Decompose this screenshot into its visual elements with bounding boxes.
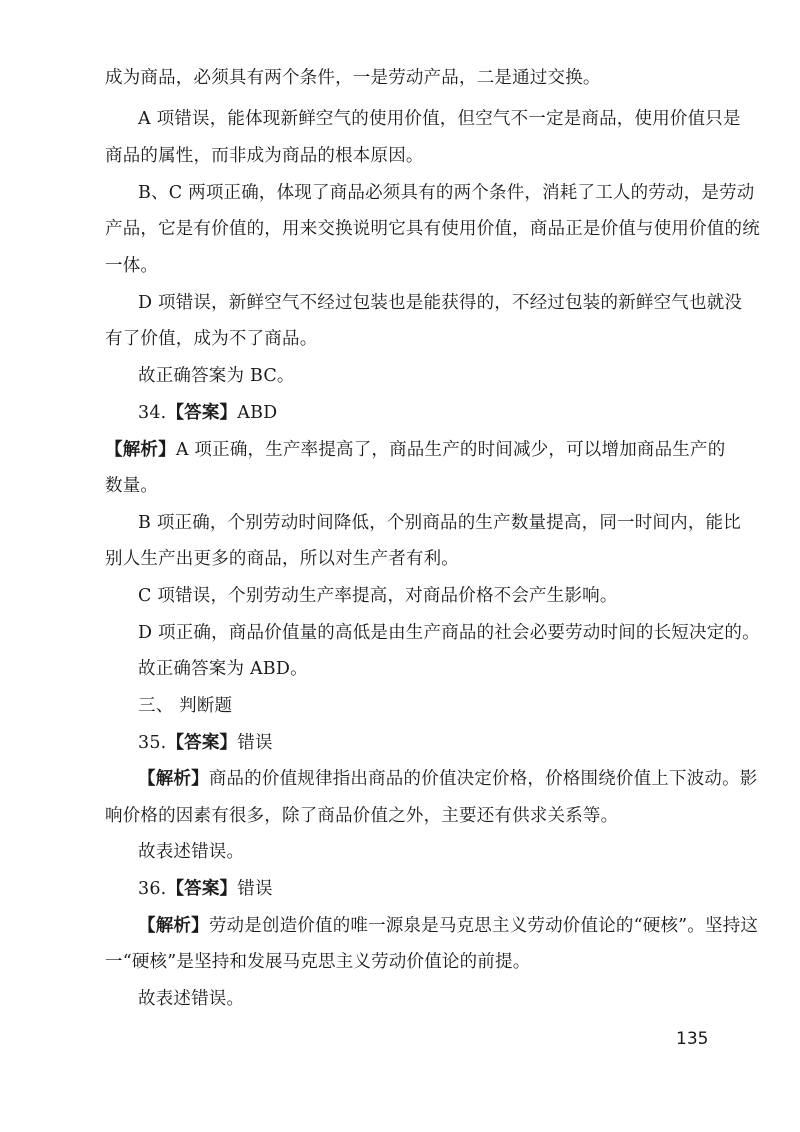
q33-option-bc-line2: 产品，它是有价值的，用来交换说明它具有使用价值，商品正是价值与使用价值的统 — [105, 219, 760, 239]
q34-option-a-line2: 数量。 — [105, 476, 159, 496]
q34-analysis-line1 — [105, 438, 726, 462]
section-heading-true-false: 三、 判断题 — [138, 696, 233, 716]
q33-option-bc-line1: B、C 两项正确，体现了商品必须具有的两个条件，消耗了工人的劳动，是劳动 — [138, 183, 755, 203]
q34-conclusion: 故正确答案为 ABD。 — [138, 659, 308, 679]
q36-number: 36. — [138, 879, 167, 899]
q34-option-d: D 项正确，商品价值量的高低是由生产商品的社会必要劳动时间的长短决定的。 — [138, 623, 760, 643]
q34-answer: ABD — [237, 403, 278, 423]
q36-analysis-line2: 一“硬核”是坚持和发展马克思主义劳动价值论的前提。 — [105, 952, 531, 972]
q35-analysis-line2: 响价格的因素有很多，除了商品价值之外，主要还有供求关系等。 — [105, 806, 619, 826]
q33-option-d-line2: 有了价值，成为不了商品。 — [105, 329, 318, 349]
q33-option-a-line1: A 项错误，能体现新鲜空气的使用价值，但空气不一定是商品，使用价值只是 — [138, 109, 741, 129]
q35-answer-tag: 【答案】 — [166, 733, 238, 753]
q35-conclusion: 故表述错误。 — [138, 842, 245, 862]
q36-analysis-tag: 【解析】 — [138, 916, 209, 936]
q36-analysis-text1: 劳动是创造价值的唯一源泉是马克思主义劳动价值论的“硬核”。坚持这 — [208, 916, 759, 936]
q33-option-a-line2: 商品的属性，而非成为商品的根本原因。 — [105, 146, 424, 166]
q33-conclusion: 故正确答案为 BC。 — [138, 366, 295, 386]
q34-option-b-line1: B 项正确，个别劳动时间降低，个别商品的生产数量提高，同一时间内，能比 — [138, 513, 741, 533]
q36-analysis-line1 — [138, 914, 759, 938]
q34-answer-tag: 【答案】 — [166, 403, 238, 423]
q34-option-a-line1: A 项正确，生产率提高了，商品生产的时间减少，可以增加商品生产的 — [175, 440, 726, 460]
q34-number: 34. — [138, 403, 167, 423]
q36-answer-tag: 【答案】 — [166, 879, 238, 899]
q34-analysis-tag: 【解析】 — [105, 440, 176, 460]
q36-conclusion: 故表述错误。 — [138, 989, 245, 1009]
q34-answer-line — [138, 401, 277, 425]
q35-analysis-text1: 商品的价值规律指出商品的价值决定价格，价格围绕价值上下波动。影 — [208, 769, 758, 789]
q34-option-b-line2: 别人生产出更多的商品，所以对生产者有利。 — [105, 549, 459, 569]
q35-answer: 错误 — [237, 733, 273, 753]
page-number: 135 — [676, 1029, 709, 1049]
q35-answer-line — [138, 731, 273, 755]
intro-line: 成为商品，必须具有两个条件，一是劳动产品，二是通过交换。 — [105, 68, 601, 88]
q35-analysis-line1 — [138, 767, 758, 791]
q33-option-d-line1: D 项错误，新鲜空气不经过包装也是能获得的，不经过包装的新鲜空气也就没 — [138, 293, 743, 313]
q34-option-c: C 项错误，个别劳动生产率提高，对商品价格不会产生影响。 — [138, 586, 618, 606]
q35-analysis-tag: 【解析】 — [138, 769, 209, 789]
q33-option-bc-line3: 一体。 — [105, 256, 159, 276]
q36-answer-line — [138, 877, 273, 901]
q35-number: 35. — [138, 733, 167, 753]
q36-answer: 错误 — [237, 879, 273, 899]
